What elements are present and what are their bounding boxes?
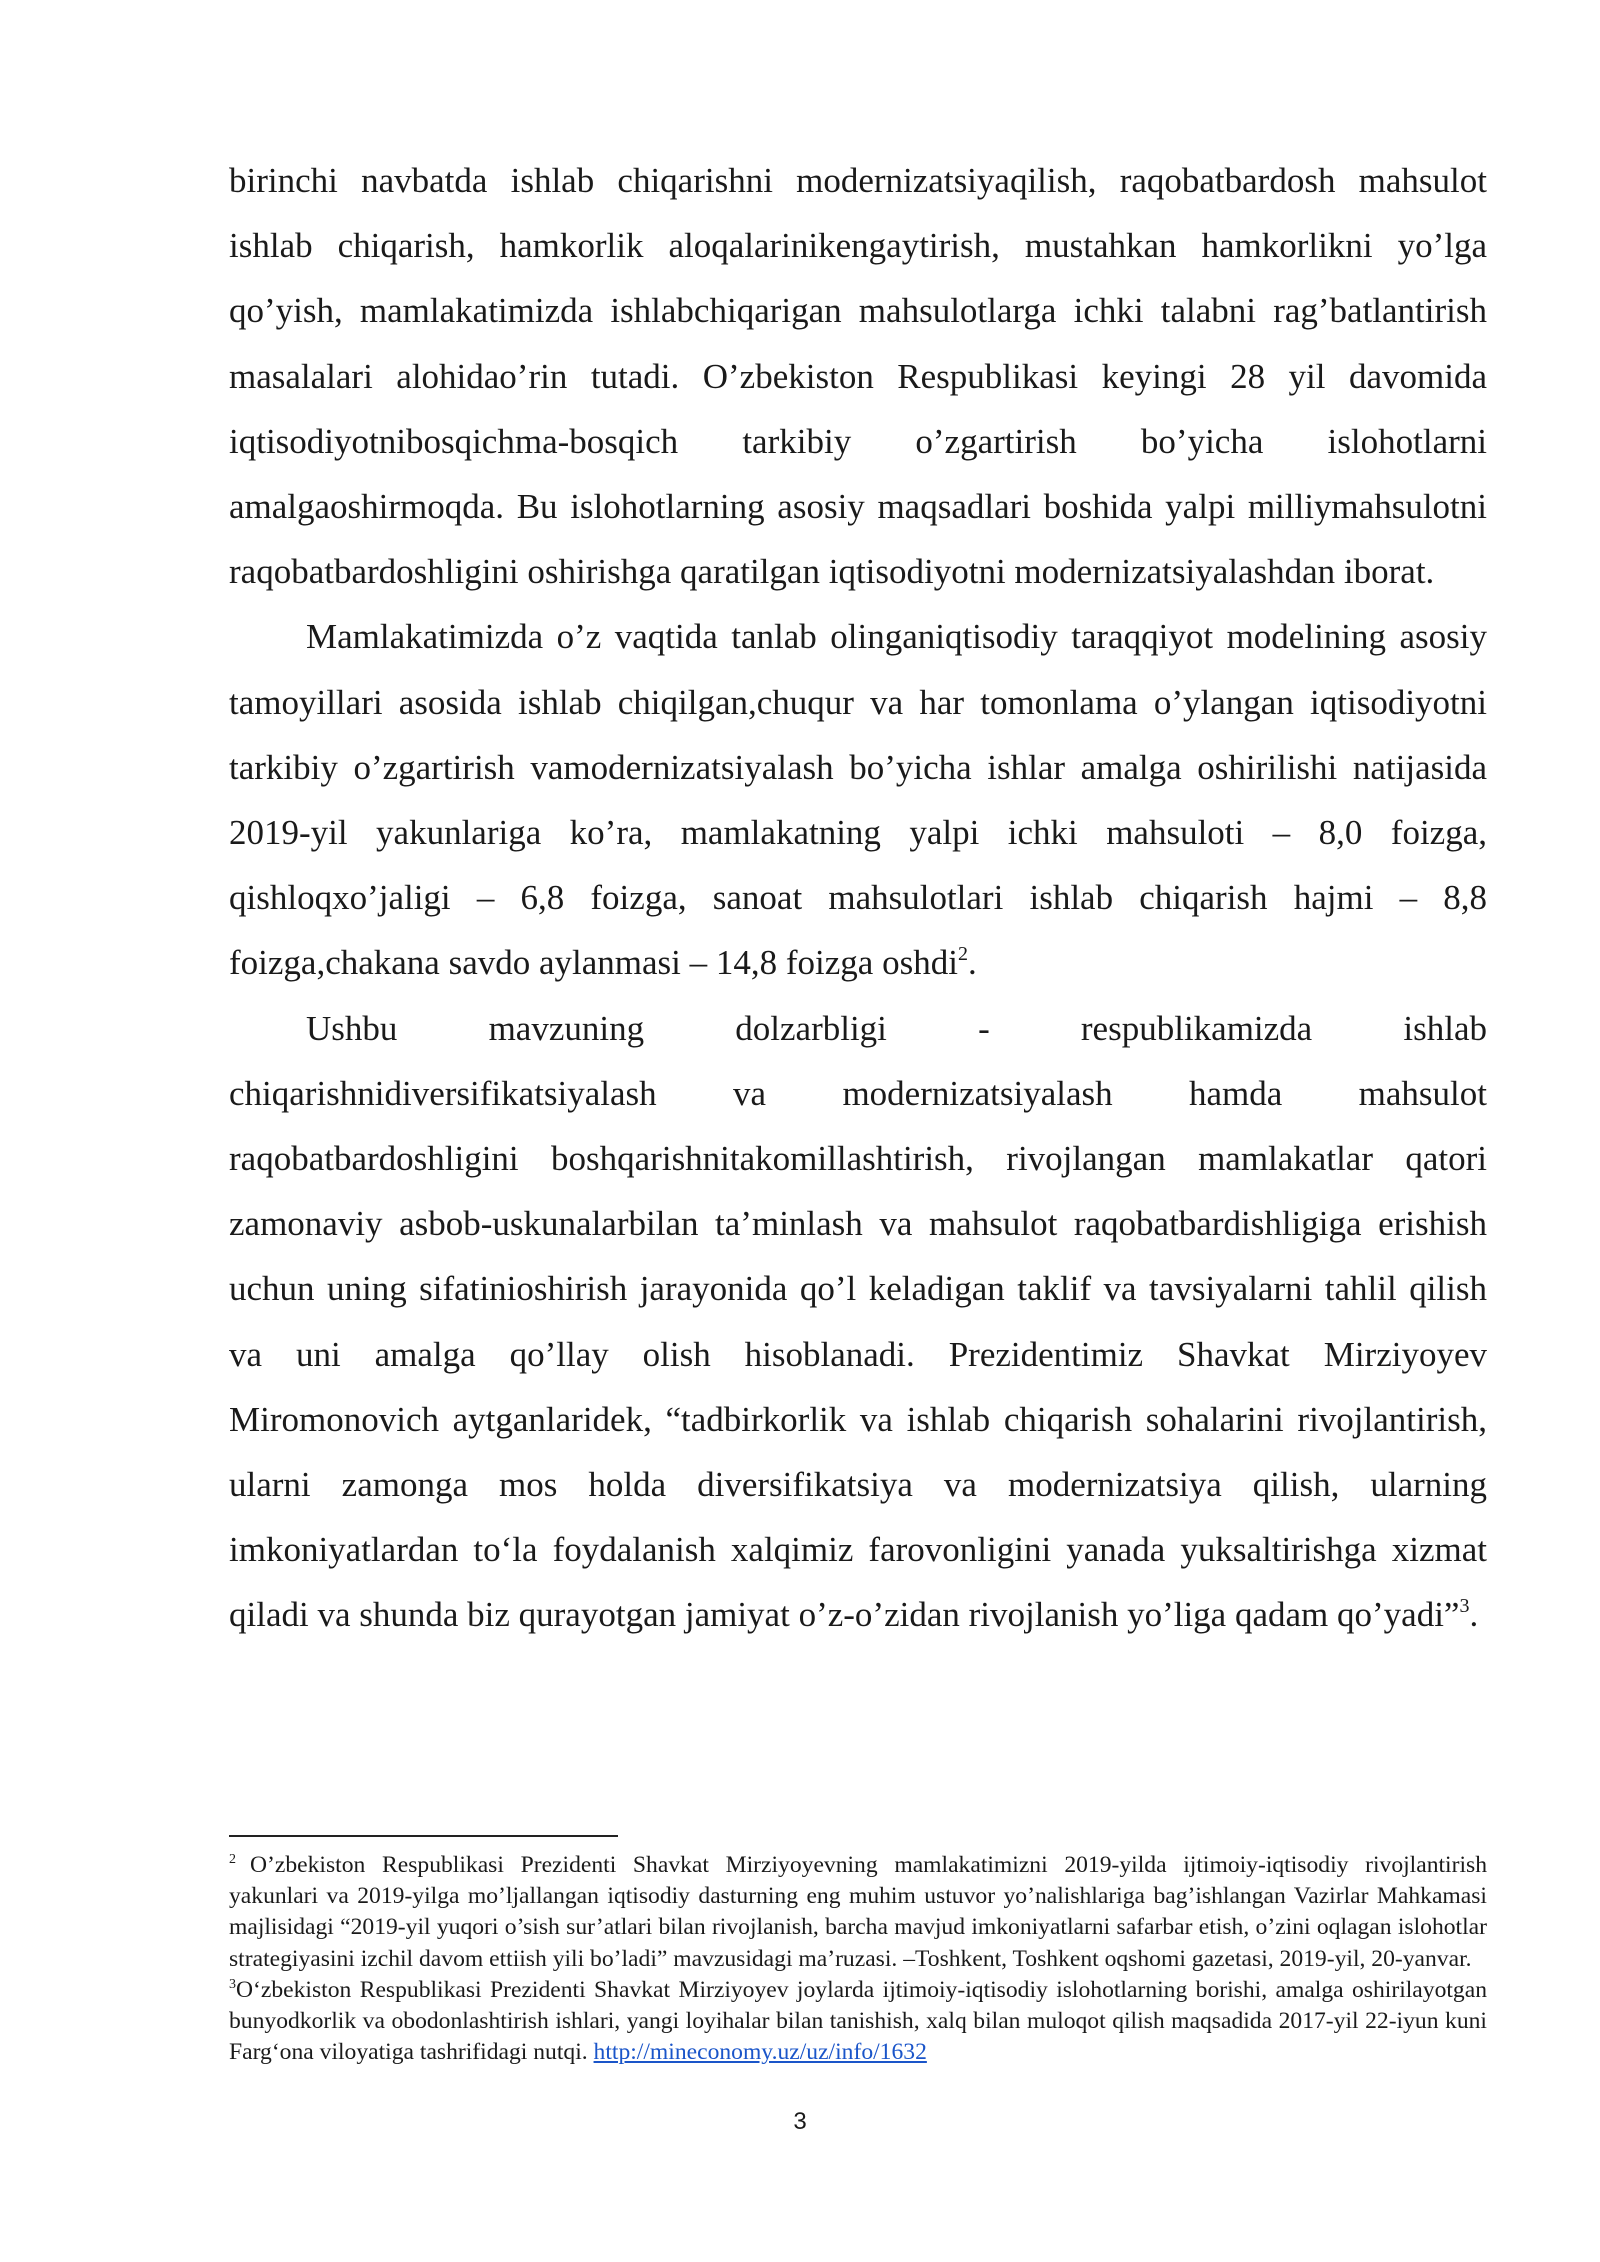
paragraph-1 <box>229 148 1487 604</box>
main-text <box>229 148 1487 1648</box>
footnote-mark-2: 2 <box>229 1852 236 1867</box>
footnote-3-text: O‘zbekiston Respublikasi Prezidenti Shavkat Mirziyoyev joylarda ijtimoiy-iqtisodiy islohotlarning borishi, amalga oshirilayotgan bunyodkorlik va obodonlashtirish ishlari, yangi loyihalar bilan tanishish, xalq bilan muloqot qilish maqsadida 2017-yil 22-iyun kuni Farg‘ona viloyatiga tashrifidagi nutqi. <box>229 1976 1487 2066</box>
footnote-2-text: O’zbekiston Respublikasi Prezidenti Shavkat Mirziyoyevning mamlakatimizni 2019-yilda ijtimoiy-iqtisodiy rivojlantirish yakunlari va 2019-yilga mo’ljallangan iqtisodiy dasturning eng muhim ustuvor yo’nalishlariga bag’ishlangan Vazirlar Mahkamasi majlisidagi “2019-yil yuqori o’sish sur’atlari bilan rivojlanish, barcha mavjud imkoniyatlarni safarbar etish, o’zini oqlagan islohotlar strategiyasini izchil davom ettiish yili bo’ladi” mavzusidagi ma’ruzasi. –Toshkent, Toshkent oqshomi gazetasi, 2019-yil, 20-yanvar. <box>229 1852 1487 1972</box>
footnote-separator <box>229 1835 618 1837</box>
paragraph-2-end: . <box>967 943 977 983</box>
paragraph-3 <box>229 996 1487 1648</box>
paragraph-2 <box>229 604 1487 995</box>
paragraph-2-text: Mamlakatimizda o’z vaqtida tanlab olinganiqtisodiy taraqqiyot modelining asosiy tamoyillari asosida ishlab chiqilgan,chuqur va har tomonlama o’ylangan iqtisodiyotni tarkibiy o’zgartirish vamodernizatsiyalash bo’yicha ishlar amalga oshirilishi natijasida 2019-yil yakunlariga ko’ra, mamlakatning yalpi ichki mahsuloti – 8,0 foizga, qishloqxo’jaligi – 6,8 foizga, sanoat mahsulotlari ishlab chiqarish hajmi – 8,8 foizga,chakana savdo aylanmasi – 14,8 foizga oshdi <box>229 617 1487 983</box>
paragraph-1-text: birinchi navbatda ishlab chiqarishni modernizatsiyaqilish, raqobatbardosh mahsulot ishlab chiqarish, hamkorlik aloqalarinikengaytirish, mustahkan hamkorlikni yo’lga qo’yish, mamlakatimizda ishlabchiqarigan mahsulotlarga ichki talabni rag’batlantirish masalalari alohidao’rin tutadi. O’zbekiston Respublikasi keyingi 28 yil davomida iqtisodiyotnibosqichma-bosqich tarkibiy o’zgartirish bo’yicha islohotlarni amalgaoshirmoqda. Bu islohotlarning asosiy maqsadlari boshida yalpi milliymahsulotni raqobatbardoshligini oshirishga qaratilgan iqtisodiyotni modernizatsiyalashdan iborat. <box>229 161 1487 592</box>
paragraph-3-end: . <box>1469 1595 1479 1635</box>
footnote-ref-3[interactable]: 3 <box>1459 1595 1470 1618</box>
footnote-2 <box>229 1850 1487 1975</box>
footnotes <box>229 1850 1487 2068</box>
footnote-3 <box>229 1975 1487 2069</box>
footnote-3-link[interactable]: http://mineconomy.uz/uz/info/1632 <box>593 2039 927 2066</box>
footnote-ref-2[interactable]: 2 <box>957 943 968 966</box>
footnote-mark-3: 3 <box>229 1976 236 1992</box>
paragraph-3-text: Ushbu mavzuning dolzarbligi - respublikamizda ishlab chiqarishnidiversifikatsiyalash va modernizatsiyalash hamda mahsulot raqobatbardoshligini boshqarishnitakomillashtirish, rivojlangan mamlakatlar qatori zamonaviy asbob-uskunalarbilan ta’minlash va mahsulot raqobatbardishligiga erishish uchun uning sifatinioshirish jarayonida qo’l keladigan taklif va tavsiyalarni tahlil qilish va uni amalga qo’llay olish hisoblanadi. Prezidentimiz Shavkat Mirziyoyev Miromonovich aytganlaridek, “tadbirkorlik va ishlab chiqarish sohalarini rivojlantirish, ularni zamonga mos holda diversifikatsiya va modernizatsiya qilish, ularning imkoniyatlardan to‘la foydalanish xalqimiz farovonligini yanada yuksaltirishga xizmat qiladi va shunda biz qurayotgan jamiyat o’z-o’zidan rivojlanish yo’liga qadam qo’yadi” <box>229 1008 1487 1635</box>
page-number: 3 <box>793 2108 807 2135</box>
